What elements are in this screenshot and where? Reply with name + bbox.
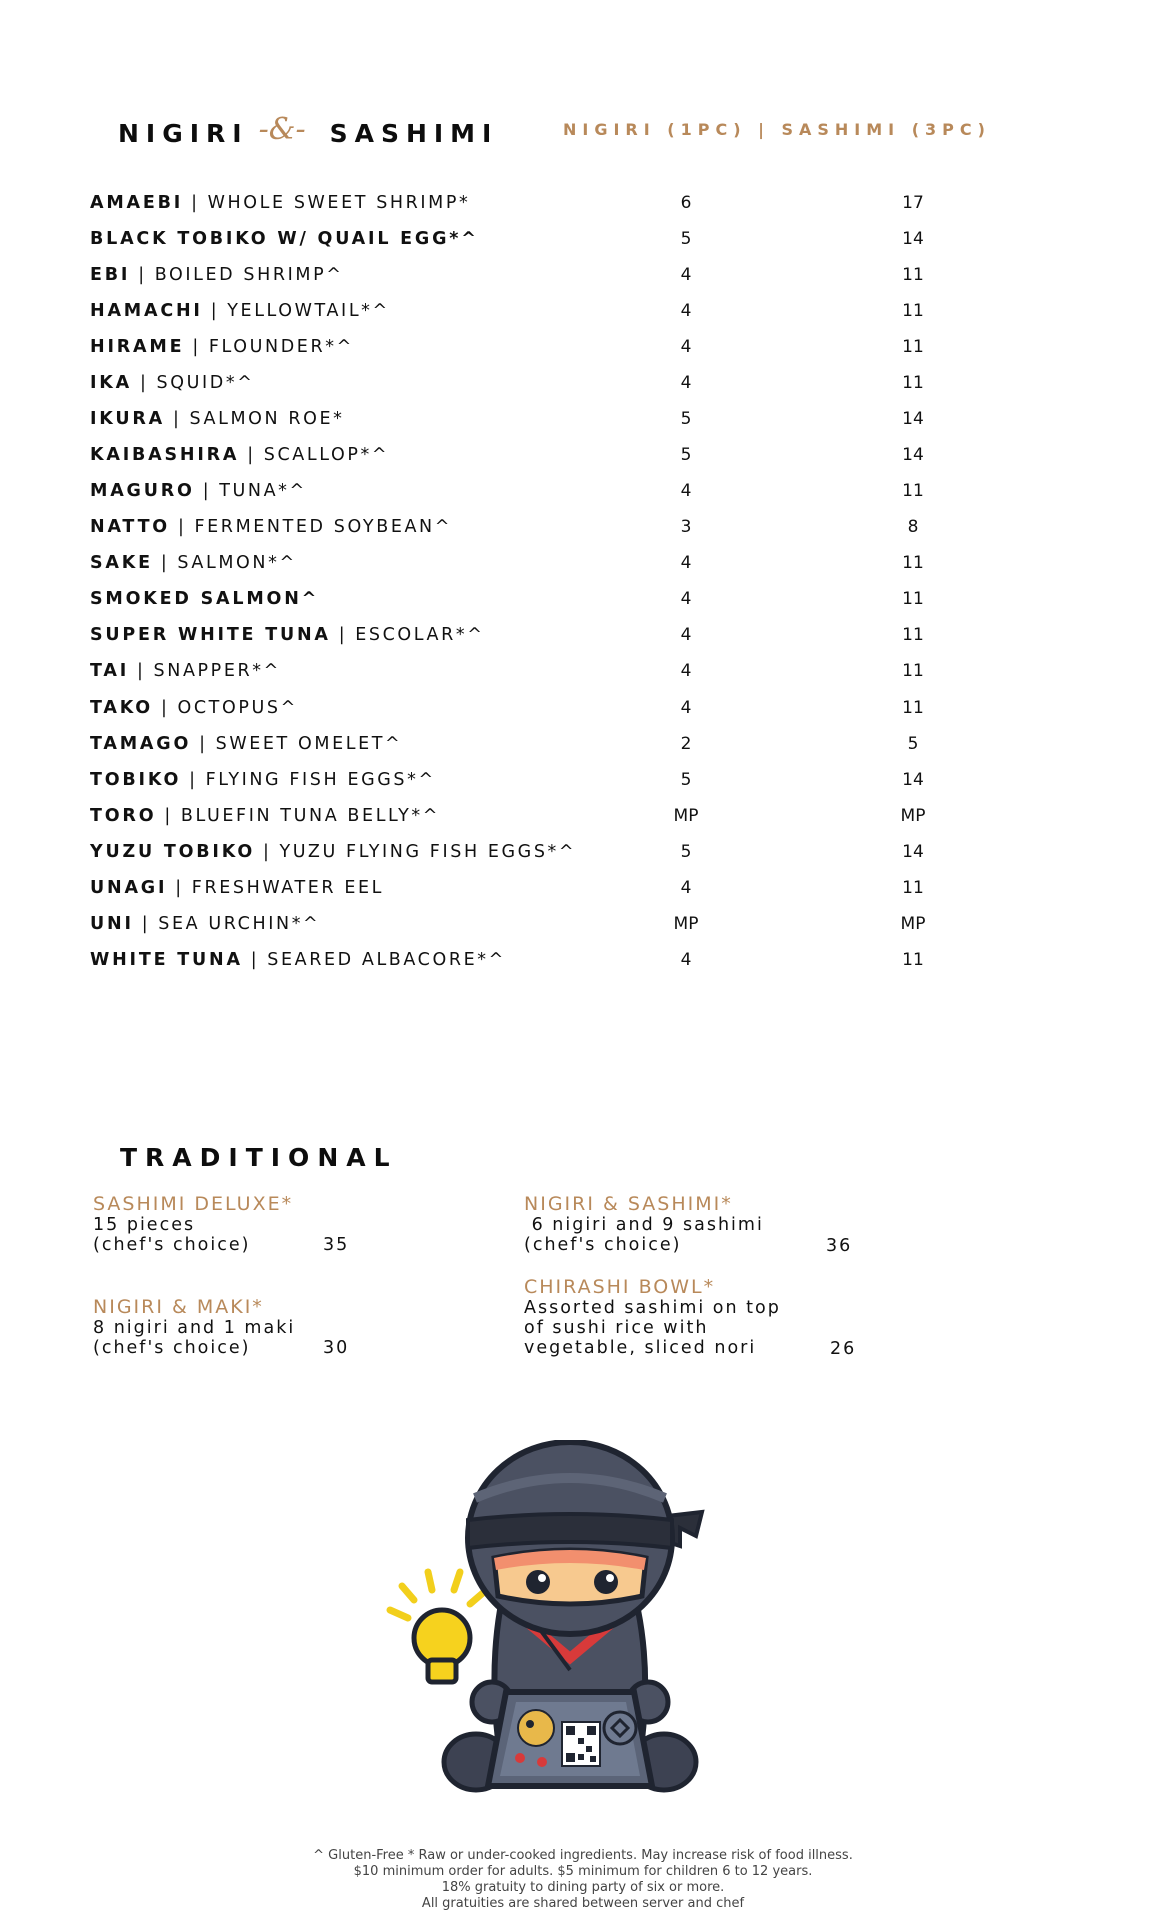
menu-item-row bbox=[90, 301, 990, 331]
item-desc: ESCOLAR*^ bbox=[355, 625, 485, 645]
ninja-mascot-illustration bbox=[380, 1440, 760, 1800]
menu-item-row bbox=[90, 842, 990, 872]
item-desc: WHOLE SWEET SHRIMP* bbox=[207, 193, 471, 213]
item-name: IKA bbox=[90, 373, 133, 393]
section-title-traditional: TRADITIONAL bbox=[120, 1143, 398, 1172]
item-name: EBI bbox=[90, 265, 131, 285]
item-label bbox=[90, 914, 320, 934]
menu-item-row bbox=[90, 734, 990, 764]
item-separator: | bbox=[164, 806, 173, 826]
item-separator: | bbox=[140, 373, 149, 393]
item-name: MAGURO bbox=[90, 481, 195, 501]
menu-item-row bbox=[90, 517, 990, 547]
nigiri-price: 5 bbox=[680, 842, 692, 862]
nigiri-price: MP bbox=[673, 806, 699, 826]
item-label bbox=[90, 229, 479, 249]
item-name: TAMAGO bbox=[90, 734, 192, 754]
traditional-sashimi-deluxe bbox=[93, 1193, 393, 1255]
sashimi-price: 11 bbox=[902, 661, 924, 681]
item-separator: | bbox=[250, 950, 260, 970]
sashimi-price: 11 bbox=[902, 878, 924, 898]
trad-item-price: 36 bbox=[826, 1236, 853, 1256]
menu-item-row bbox=[90, 950, 990, 980]
menu-item-row bbox=[90, 553, 990, 583]
item-label bbox=[90, 553, 297, 573]
menu-item-row bbox=[90, 229, 990, 259]
item-separator: | bbox=[192, 337, 201, 357]
item-desc: SWEET OMELET^ bbox=[215, 734, 403, 754]
item-desc: FRESHWATER EEL bbox=[191, 878, 385, 898]
nigiri-price: 2 bbox=[680, 734, 692, 754]
item-name: WHITE TUNA bbox=[90, 950, 243, 970]
item-label bbox=[90, 698, 298, 718]
item-desc: YUZU FLYING FISH EGGS*^ bbox=[279, 842, 577, 862]
item-desc: BLUEFIN TUNA BELLY*^ bbox=[180, 806, 440, 826]
item-separator: | bbox=[177, 517, 187, 537]
item-desc: SALMON*^ bbox=[177, 553, 297, 573]
menu-item-row bbox=[90, 481, 990, 511]
sashimi-price: 11 bbox=[902, 698, 924, 718]
item-label bbox=[90, 950, 506, 970]
sashimi-price: 8 bbox=[907, 517, 919, 537]
item-label bbox=[90, 625, 485, 645]
item-name: SAKE bbox=[90, 553, 153, 573]
item-desc: SCALLOP*^ bbox=[263, 445, 390, 465]
menu-item-row bbox=[90, 770, 990, 800]
nigiri-price: 4 bbox=[680, 698, 692, 718]
item-label bbox=[90, 517, 452, 537]
item-name: TAKO bbox=[90, 698, 153, 718]
item-separator: | bbox=[189, 770, 198, 790]
nigiri-price: 5 bbox=[680, 445, 692, 465]
nigiri-price: 4 bbox=[680, 481, 692, 501]
nigiri-price: 5 bbox=[680, 409, 692, 429]
nigiri-price: 4 bbox=[680, 301, 692, 321]
nigiri-price: 4 bbox=[680, 373, 692, 393]
trad-item-name: NIGIRI & MAKI* bbox=[93, 1296, 264, 1318]
sashimi-price: 14 bbox=[902, 409, 924, 429]
item-name: SUPER WHITE TUNA bbox=[90, 625, 331, 645]
nigiri-price: 3 bbox=[680, 517, 692, 537]
item-separator: | bbox=[138, 265, 147, 285]
item-name: IKURA bbox=[90, 409, 165, 429]
traditional-chirashi-bowl bbox=[524, 1276, 884, 1358]
trad-item-desc: Assorted sashimi on top of sushi rice with vegetable, sliced nori bbox=[524, 1298, 781, 1358]
item-separator: | bbox=[263, 842, 272, 862]
sashimi-price: 11 bbox=[902, 265, 924, 285]
nigiri-price: 4 bbox=[680, 265, 692, 285]
trad-item-name: CHIRASHI BOWL* bbox=[524, 1276, 716, 1298]
item-name: BLACK TOBIKO W/ QUAIL EGG*^ bbox=[90, 229, 479, 249]
sashimi-price: 11 bbox=[902, 950, 924, 970]
sashimi-price: 11 bbox=[902, 337, 924, 357]
item-label bbox=[90, 193, 470, 213]
menu-item-row bbox=[90, 806, 990, 836]
item-label bbox=[90, 337, 354, 357]
item-name: SMOKED SALMON^ bbox=[90, 589, 320, 609]
menu-item-row bbox=[90, 193, 990, 223]
sashimi-price: 14 bbox=[902, 229, 924, 249]
nigiri-price: 4 bbox=[680, 625, 692, 645]
laptop-icon bbox=[488, 1692, 652, 1786]
sashimi-price: 11 bbox=[902, 625, 924, 645]
traditional-nigiri-sashimi bbox=[524, 1193, 884, 1255]
item-separator: | bbox=[137, 661, 146, 681]
item-desc: SNAPPER*^ bbox=[153, 661, 281, 681]
item-separator: | bbox=[160, 698, 170, 718]
sashimi-price: 14 bbox=[902, 445, 924, 465]
item-label bbox=[90, 409, 345, 429]
item-desc: YELLOWTAIL*^ bbox=[227, 301, 390, 321]
item-label bbox=[90, 770, 436, 790]
item-name: HAMACHI bbox=[90, 301, 203, 321]
trad-item-desc: 8 nigiri and 1 maki (chef's choice) bbox=[93, 1318, 296, 1358]
menu-item-row bbox=[90, 337, 990, 367]
item-separator: | bbox=[173, 409, 182, 429]
item-label bbox=[90, 878, 384, 898]
menu-item-row bbox=[90, 878, 990, 908]
item-desc: SQUID*^ bbox=[156, 373, 255, 393]
nigiri-price: 4 bbox=[680, 589, 692, 609]
traditional-nigiri-maki bbox=[93, 1296, 393, 1358]
menu-item-row bbox=[90, 661, 990, 691]
title-right: SASHIMI bbox=[329, 119, 499, 148]
nigiri-price: MP bbox=[673, 914, 699, 934]
item-desc: SEA URCHIN*^ bbox=[158, 914, 321, 934]
item-name: TAI bbox=[90, 661, 130, 681]
menu-item-row bbox=[90, 698, 990, 728]
nigiri-price: 4 bbox=[680, 878, 692, 898]
trad-item-name: NIGIRI & SASHIMI* bbox=[524, 1193, 733, 1215]
item-name: UNI bbox=[90, 914, 134, 934]
item-separator: | bbox=[338, 625, 348, 645]
trad-item-price: 30 bbox=[323, 1338, 350, 1358]
item-name: AMAEBI bbox=[90, 193, 184, 213]
item-separator: | bbox=[175, 878, 184, 898]
item-name: NATTO bbox=[90, 517, 170, 537]
sashimi-price: 11 bbox=[902, 553, 924, 573]
sashimi-price: 11 bbox=[902, 589, 924, 609]
nigiri-price: 5 bbox=[680, 770, 692, 790]
item-label bbox=[90, 806, 440, 826]
item-name: UNAGI bbox=[90, 878, 168, 898]
menu-item-row bbox=[90, 445, 990, 475]
item-label bbox=[90, 661, 281, 681]
item-desc: FLYING FISH EGGS*^ bbox=[205, 770, 436, 790]
trad-item-desc: 6 nigiri and 9 sashimi (chef's choice) bbox=[524, 1215, 764, 1255]
item-separator: | bbox=[247, 445, 256, 465]
section-title-nigiri-sashimi bbox=[118, 112, 499, 151]
item-label bbox=[90, 445, 389, 465]
sashimi-price: 11 bbox=[902, 301, 924, 321]
item-separator: | bbox=[191, 193, 200, 213]
nigiri-price: 4 bbox=[680, 950, 692, 970]
item-desc: FLOUNDER*^ bbox=[208, 337, 354, 357]
sashimi-price: 11 bbox=[902, 373, 924, 393]
item-separator: | bbox=[202, 481, 212, 501]
item-label bbox=[90, 842, 576, 862]
lightbulb-icon bbox=[390, 1572, 484, 1682]
trad-item-name: SASHIMI DELUXE* bbox=[93, 1193, 294, 1215]
footer-line: 18% gratuity to dining party of six or more. bbox=[441, 1880, 725, 1895]
nigiri-price: 4 bbox=[680, 661, 692, 681]
item-desc: OCTOPUS^ bbox=[177, 698, 298, 718]
menu-item-row bbox=[90, 589, 990, 619]
item-desc: SEARED ALBACORE*^ bbox=[267, 950, 506, 970]
sashimi-price: MP bbox=[900, 806, 926, 826]
menu-item-row bbox=[90, 914, 990, 944]
trad-item-desc: 15 pieces (chef's choice) bbox=[93, 1215, 251, 1255]
footer-line: $10 minimum order for adults. $5 minimum for children 6 to 12 years. bbox=[353, 1864, 813, 1879]
item-name: HIRAME bbox=[90, 337, 185, 357]
footer-line: All gratuities are shared between server and chef bbox=[421, 1896, 745, 1911]
item-separator: | bbox=[210, 301, 220, 321]
menu-item-row bbox=[90, 625, 990, 655]
nigiri-price: 4 bbox=[680, 553, 692, 573]
item-label bbox=[90, 373, 254, 393]
footer-notes bbox=[0, 1848, 1166, 1912]
trad-item-price: 26 bbox=[830, 1339, 857, 1359]
item-label bbox=[90, 265, 344, 285]
item-label bbox=[90, 734, 402, 754]
sashimi-price: 17 bbox=[902, 193, 924, 213]
sashimi-price: MP bbox=[900, 914, 926, 934]
item-desc: BOILED SHRIMP^ bbox=[154, 265, 344, 285]
item-label bbox=[90, 301, 390, 321]
item-desc: SALMON ROE* bbox=[189, 409, 345, 429]
item-label bbox=[90, 481, 307, 501]
item-desc: TUNA*^ bbox=[219, 481, 307, 501]
sashimi-price: 14 bbox=[902, 842, 924, 862]
nigiri-price: 5 bbox=[680, 229, 692, 249]
nigiri-price: 6 bbox=[680, 193, 692, 213]
item-desc: FERMENTED SOYBEAN^ bbox=[194, 517, 453, 537]
item-separator: | bbox=[141, 914, 151, 934]
ampersand-ornament: -&- bbox=[258, 112, 306, 147]
price-column-headers: NIGIRI (1PC) | SASHIMI (3PC) bbox=[563, 120, 991, 139]
menu-item-row bbox=[90, 373, 990, 403]
nigiri-price: 4 bbox=[680, 337, 692, 357]
item-name: KAIBASHIRA bbox=[90, 445, 240, 465]
item-separator: | bbox=[199, 734, 208, 754]
trad-item-price: 35 bbox=[323, 1235, 350, 1255]
title-left: NIGIRI bbox=[118, 119, 249, 148]
footer-line: ^ Gluten-Free * Raw or under-cooked ingredients. May increase risk of food illness. bbox=[313, 1848, 853, 1863]
item-name: YUZU TOBIKO bbox=[90, 842, 255, 862]
sashimi-price: 14 bbox=[902, 770, 924, 790]
menu-item-row bbox=[90, 265, 990, 295]
item-name: TORO bbox=[90, 806, 157, 826]
menu-item-row bbox=[90, 409, 990, 439]
sashimi-price: 5 bbox=[907, 734, 919, 754]
item-name: TOBIKO bbox=[90, 770, 182, 790]
sashimi-price: 11 bbox=[902, 481, 924, 501]
item-label bbox=[90, 589, 319, 609]
item-separator: | bbox=[160, 553, 170, 573]
